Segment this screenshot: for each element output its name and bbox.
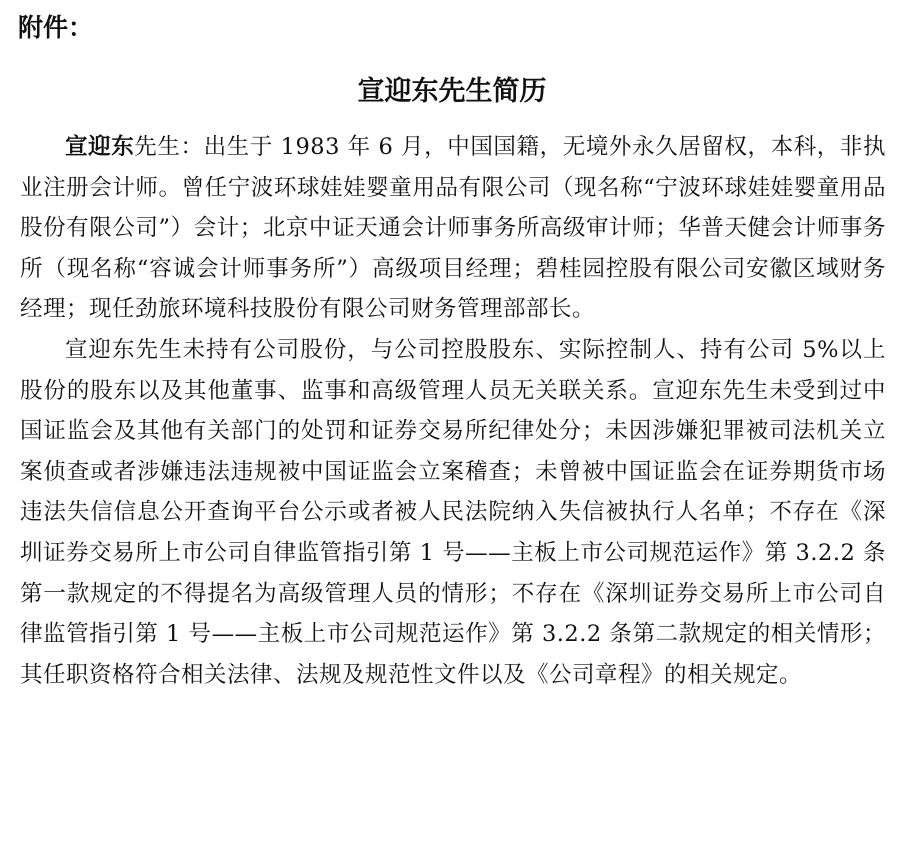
profile-text: 先生：出生于 1983 年 6 月，中国国籍，无境外永久居留权，本科，非执业注册会计师。曾任宁波环球娃娃婴童用品有限公司（现名称“宁波环球娃娃婴童用品股份有限公司”）会计；北京中证天通会计师事务所高级审计师；华普天健会计师事务所（现名称“容诚会计师事务所”）高级项目经理；碧桂园控股有限公司安徽区域财务经理；现任劲旅环境科技股份有限公司财务管理部部长。: [20, 134, 886, 323]
person-name: 宣迎东: [65, 134, 135, 160]
document-body: [20, 127, 886, 695]
document-title: 宣迎东先生简历: [357, 76, 547, 107]
attachment-label: 附件：: [18, 13, 94, 42]
paragraph-compliance: 宣迎东先生未持有公司股份，与公司控股股东、实际控制人、持有公司 5%以上股份的股东以及其他董事、监事和高级管理人员无关联关系。宣迎东先生未受到过中国证监会及其他有关部门的处罚和证券交易所纪律处分；未因涉嫌犯罪被司法机关立案侦查或者涉嫌违法违规被中国证监会立案稽查；未曾被中国证监会在证券期货市场违法失信信息公开查询平台公示或者被人民法院纳入失信被执行人名单；不存在《深圳证券交易所上市公司自律监管指引第 1 号——主板上市公司规范运作》第 3.2.2 条第一款规定的不得提名为高级管理人员的情形；不存在《深圳证券交易所上市公司自律监管指引第 1 号——主板上市公司规范运作》第 3.2.2 条第二款规定的相关情形；其任职资格符合相关法律、法规及规范性文件以及《公司章程》的相关规定。: [20, 336, 886, 688]
paragraph-profile: [20, 127, 886, 330]
